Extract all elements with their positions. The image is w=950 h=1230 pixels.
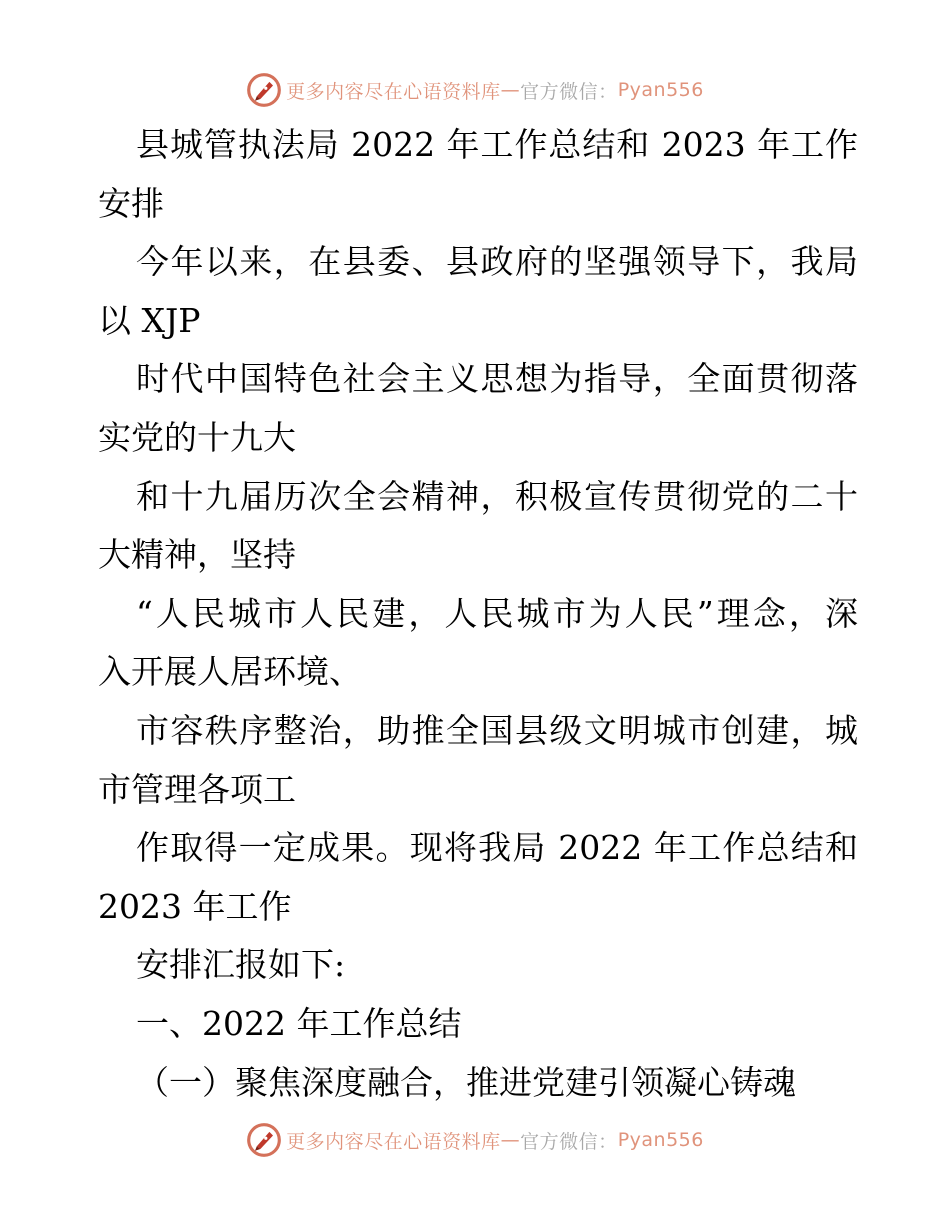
text-line: 时代中国特色社会主义思想为指导，全面贯彻落 <box>136 359 858 399</box>
text-line: 2023 年工作 <box>98 886 292 926</box>
banner-wechat-id: Pyan556 <box>617 79 704 101</box>
text-line: 今年以来，在县委、县政府的坚强领导下，我局 <box>136 242 858 282</box>
banner-dash: — <box>500 79 521 101</box>
text-line: 实党的十九大 <box>98 417 296 457</box>
text-line: 以 XJP <box>98 300 201 340</box>
banner-wechat-id: Pyan556 <box>617 1129 704 1151</box>
banner-main-text: 更多内容尽在心语资料库 <box>286 80 501 103</box>
text-line: 安排汇报如下: <box>136 945 346 985</box>
banner-wechat-label: 官方微信： <box>520 1130 618 1153</box>
text-line: 安排 <box>98 183 164 223</box>
text-line: 作取得一定成果。现将我局 2022 年工作总结和 <box>136 828 858 868</box>
footer-watermark-banner <box>0 1120 950 1160</box>
header-watermark-banner <box>0 70 950 110</box>
text-line: “人民城市人民建，人民城市为人民”理念，深 <box>136 593 858 633</box>
banner-dash: — <box>500 1129 521 1151</box>
text-line: 一、2022 年工作总结 <box>136 1003 462 1043</box>
text-line: 市管理各项工 <box>98 769 296 809</box>
pen-nib-logo-icon <box>246 72 282 108</box>
banner-wechat-label: 官方微信： <box>520 80 618 103</box>
text-line: 入开展人居环境、 <box>98 652 362 692</box>
text-line: 大精神，坚持 <box>98 535 296 575</box>
pen-nib-logo-icon <box>246 1122 282 1158</box>
document-body <box>98 116 858 1112</box>
text-line: （一）聚焦深度融合，推进党建引领凝心铸魂 <box>136 1062 796 1102</box>
text-line: 和十九届历次全会精神，积极宣传贯彻党的二十 <box>136 476 858 516</box>
text-line: 县城管执法局 2022 年工作总结和 2023 年工作 <box>136 125 858 164</box>
banner-main-text: 更多内容尽在心语资料库 <box>286 1130 501 1153</box>
text-line: 市容秩序整治，助推全国县级文明城市创建，城 <box>136 710 858 750</box>
